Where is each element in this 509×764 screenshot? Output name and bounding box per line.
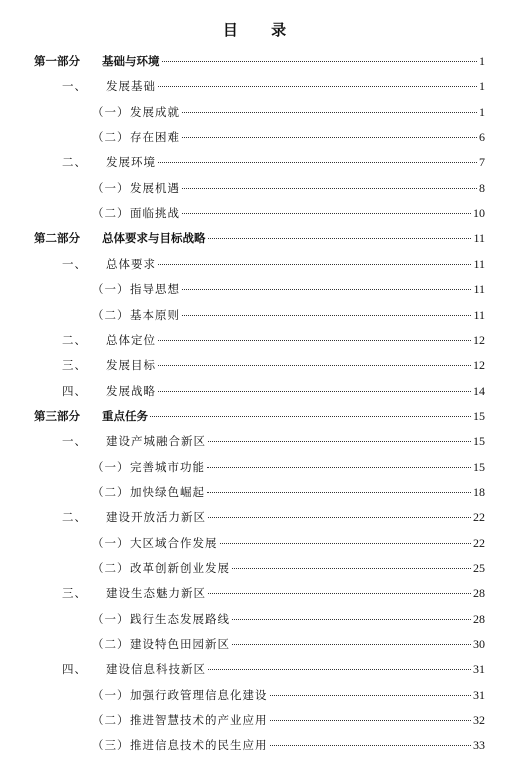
toc-entry[interactable]	[62, 331, 485, 349]
dot-leader	[158, 162, 477, 163]
dot-leader	[182, 213, 471, 214]
toc-entry-page-number: 33	[473, 738, 485, 753]
toc-entry-page-number: 8	[479, 180, 485, 195]
toc-entry-page-number: 18	[473, 484, 485, 499]
dot-leader	[232, 568, 471, 569]
dot-leader	[208, 593, 471, 594]
toc-entry-page-number: 15	[473, 408, 485, 423]
toc-entry-title: 建设信息科技新区	[106, 662, 206, 677]
dot-leader	[158, 340, 471, 341]
toc-entry-title: 总体定位	[106, 332, 156, 347]
toc-entry-number: （一）	[92, 535, 130, 550]
toc-entry[interactable]	[92, 635, 485, 653]
dot-leader	[182, 112, 477, 113]
dot-leader	[150, 416, 471, 417]
toc-entry-number: （二）	[92, 713, 130, 728]
toc-entry[interactable]	[92, 686, 485, 704]
toc-entry-title: 加强行政管理信息化建设	[130, 687, 268, 702]
toc-entry-title: 推进信息技术的民生应用	[130, 738, 268, 753]
toc-entry[interactable]	[92, 103, 485, 121]
toc-entry-title: 建设特色田园新区	[130, 637, 230, 652]
toc-entry-number: （二）	[92, 484, 130, 499]
toc-entry-title: 总体要求与目标战略	[102, 231, 206, 246]
toc-entry[interactable]	[92, 306, 485, 324]
toc-entry-title: 建设产城融合新区	[106, 434, 206, 449]
dot-leader	[208, 238, 472, 239]
toc-entry-number: 三、	[62, 586, 87, 601]
dot-leader	[182, 315, 471, 316]
dot-leader	[207, 492, 471, 493]
toc-entry-page-number: 12	[473, 358, 485, 373]
toc-entry-page-number: 11	[473, 231, 485, 246]
toc-entry[interactable]	[92, 179, 485, 197]
toc-entry-page-number: 32	[473, 713, 485, 728]
toc-entry-title: 推进智慧技术的产业应用	[130, 713, 268, 728]
toc-entry-page-number: 1	[479, 79, 485, 94]
toc-entry-number: 三、	[62, 358, 87, 373]
toc-entry[interactable]	[92, 534, 485, 552]
dot-leader	[270, 720, 472, 721]
toc-entry[interactable]	[92, 204, 485, 222]
toc-entry[interactable]	[62, 356, 485, 374]
toc-entry-page-number: 10	[473, 206, 485, 221]
toc-entry[interactable]	[34, 52, 485, 70]
toc-entry-title: 发展基础	[106, 79, 156, 94]
dot-leader	[182, 289, 471, 290]
toc-entry[interactable]	[92, 483, 485, 501]
toc-entry-title: 面临挑战	[130, 206, 180, 221]
toc-entry-number: （二）	[92, 561, 130, 575]
toc-entry-page-number: 22	[473, 510, 485, 525]
toc-entry-number: 四、	[62, 383, 87, 398]
toc-entry-title: 发展环境	[106, 155, 156, 170]
toc-entry-number: （二）	[92, 206, 130, 221]
toc-entry-number: 第三部分	[34, 408, 80, 423]
dot-leader	[158, 365, 471, 366]
toc-entry-page-number: 25	[473, 561, 485, 575]
toc-entry-title: 存在困难	[130, 130, 180, 145]
toc-entry-number: 四、	[62, 662, 87, 677]
toc-entry-page-number: 6	[479, 130, 485, 145]
toc-entry[interactable]	[92, 711, 485, 729]
toc-entry-title: 重点任务	[102, 408, 148, 423]
toc-entry-title: 建设生态魅力新区	[106, 586, 206, 601]
dot-leader	[208, 669, 471, 670]
toc-entry[interactable]	[62, 77, 485, 95]
dot-leader	[270, 745, 472, 746]
toc-entry-page-number: 31	[473, 687, 485, 702]
toc-entry[interactable]	[92, 559, 485, 577]
dot-leader	[182, 137, 477, 138]
toc-entry[interactable]	[92, 610, 485, 628]
toc-entry[interactable]	[34, 229, 485, 247]
toc-entry-page-number: 1	[479, 104, 485, 119]
toc-entry-page-number: 1	[479, 54, 485, 68]
toc-entry-title: 总体要求	[106, 256, 156, 271]
toc-entry-title: 指导思想	[130, 282, 180, 297]
toc-entry-number: 一、	[62, 434, 87, 449]
toc-entry[interactable]	[62, 432, 485, 450]
toc-entry-page-number: 30	[473, 637, 485, 652]
toc-entry-page-number: 22	[473, 535, 485, 550]
toc-entry-page-number: 11	[473, 282, 485, 297]
toc-entry-page-number: 28	[473, 586, 485, 601]
toc-entry-title: 建设开放活力新区	[106, 510, 206, 525]
dot-leader	[158, 264, 471, 265]
toc-entry-number: 第一部分	[34, 54, 80, 68]
toc-entry-number: （二）	[92, 307, 130, 322]
toc-entry[interactable]	[92, 458, 485, 476]
dot-leader	[232, 644, 471, 645]
toc-entry[interactable]	[92, 736, 485, 754]
toc-entry[interactable]	[62, 153, 485, 171]
toc-entry[interactable]	[92, 280, 485, 298]
toc-entry-number: （一）	[92, 180, 130, 195]
dot-leader	[158, 86, 477, 87]
toc-entry[interactable]	[92, 128, 485, 146]
toc-entry-page-number: 14	[473, 383, 485, 398]
toc-entry-page-number: 7	[479, 155, 485, 170]
toc-entry[interactable]	[62, 660, 485, 678]
dot-leader	[270, 695, 472, 696]
toc-entry-title: 发展机遇	[130, 180, 180, 195]
toc-entry-number: 一、	[62, 79, 87, 94]
toc-entry-number: （二）	[92, 637, 130, 652]
toc-entry[interactable]	[62, 508, 485, 526]
dot-leader	[208, 517, 471, 518]
dot-leader	[182, 188, 477, 189]
toc-entry-page-number: 28	[473, 611, 485, 626]
toc-entry[interactable]	[62, 382, 485, 400]
dot-leader	[208, 441, 471, 442]
toc-entry-title: 基本原则	[130, 307, 180, 322]
dot-leader	[232, 619, 471, 620]
toc-entry-page-number: 15	[473, 459, 485, 474]
toc-entry-number: （三）	[92, 738, 130, 753]
toc-entry-number: （一）	[92, 459, 130, 474]
toc-entry-number: 二、	[62, 332, 87, 347]
toc-entry-page-number: 11	[473, 256, 485, 271]
toc-entry-page-number: 31	[473, 662, 485, 677]
dot-leader	[162, 61, 478, 62]
toc-entry-number: 二、	[62, 510, 87, 525]
toc-entry-title: 改革创新创业发展	[130, 561, 230, 575]
toc-entry-number: 一、	[62, 256, 87, 271]
toc-entry[interactable]	[62, 584, 485, 602]
toc-entry-title: 发展成就	[130, 104, 180, 119]
toc-entry-page-number: 15	[473, 434, 485, 449]
toc-entry[interactable]	[34, 407, 485, 425]
toc-entry-number: （二）	[92, 130, 130, 145]
dot-leader	[207, 467, 471, 468]
toc-entry-number: 二、	[62, 155, 87, 170]
toc-entry-title: 完善城市功能	[130, 459, 205, 474]
dot-leader	[158, 391, 471, 392]
toc-entry-title: 加快绿色崛起	[130, 484, 205, 499]
toc-entry-page-number: 12	[473, 332, 485, 347]
toc-entry-number: 第二部分	[34, 231, 80, 246]
toc-entry-title: 发展战略	[106, 383, 156, 398]
toc-entry-title: 大区域合作发展	[130, 535, 218, 550]
page-title: 目 录	[222, 21, 301, 39]
toc-entry-title: 发展目标	[106, 358, 156, 373]
toc-entry-number: （一）	[92, 282, 130, 297]
toc-entry[interactable]	[62, 255, 485, 273]
toc-entry-page-number: 11	[473, 307, 485, 322]
toc-entry-number: （一）	[92, 104, 130, 119]
toc-entry-title: 基础与环境	[102, 54, 160, 68]
toc-entry-number: （一）	[92, 611, 130, 626]
toc-entry-number: （一）	[92, 687, 130, 702]
toc-entry-title: 践行生态发展路线	[130, 611, 230, 626]
dot-leader	[220, 543, 472, 544]
